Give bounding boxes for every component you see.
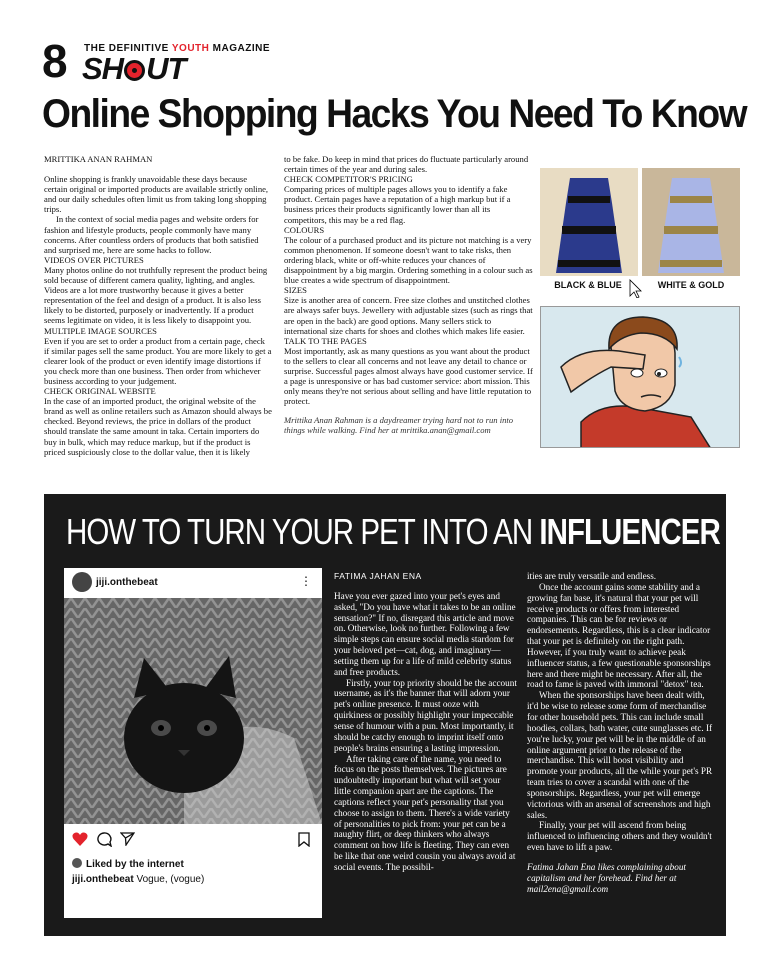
paragraph: When the sponsorships have been dealt with, it'd be wise to release some form of merchandise for other household pets. This can include small hoodies, collars, bath water, cute sunglasses etc. If you're lucky, your pet will be in the middle of an online argument prior to the release of the merchandise. This will boost visibility and promote your products, all the while your pet's PR team tries to cover a scandal with one of the sponsorships. Regardless, your pet will emerge victorious with an arsenal of screenshots and high sales. [527,690,713,820]
paragraph: Online shopping is frankly unavoidable these days because certain original or imported products are available strictly online, and our daily schedules often limit us from taking long shopping trips. [44,174,269,215]
article2-col2-body [527,571,713,894]
logo-text-start: SH [82,51,124,86]
insta-likes [72,858,184,870]
paragraph: ities are truly versatile and endless. [527,571,657,581]
article2-col1-body [334,591,517,873]
paragraph: Comparing prices of multiple pages allows you to identify a fake product. Certain pages have a reputation of a high markup but if a business prices their products significantly lower than all its competitors, this may be a red flag. [284,184,511,225]
paragraph: Most importantly, ask as many questions as you want about the product to the sellers to clear all concerns and not leave any detail to chance or surprise. Successful pages almost always have good customer service. If a page is unresponsive or has bad customer service: abort mission. This only means they're not serious about selling and have little reputation to protect. [284,345,533,407]
article1-column-2 [284,154,534,436]
feature-title [66,512,720,552]
section-subheading: MULTIPLE IMAGE SOURCES [44,325,157,336]
dress-label-right: WHITE & GOLD [657,280,725,290]
author-bio: Fatima Jahan Ena likes complaining about capitalism and her forehead. Find her at mail2ena@gmail.com [527,861,686,894]
avatar [72,572,92,592]
kitten-drawing [64,598,322,824]
dress-comparison-image [540,168,740,298]
article2-column-2 [527,571,713,894]
paragraph: In the case of an imported product, the original website of the brand as well as online retailers such as Amazon should always be checked. Beyond reviews, the price in dollars of the product should translate the same amount in taka. Certain importers do buy in bulk, which may reduce markup, but if the product is priced suspiciously close to the dollar value, then it is likely [44,396,272,457]
insta-caption [72,874,204,885]
paragraph: After taking care of the name, you need to focus on the posts themselves. The pictures are undoubtedly important but what will set your little companion apart are the captions. The captions reflect your pet's personality that you choose to assign to them. There's a wide variety of personalities to pick from: your pet can be a naughty flirt, or deep thinkers who always comment on how life is fleeting. They can even be like that one weird cousin you always avoid at social events. The possibil- [334,753,516,872]
meme-drawing [541,307,740,448]
more-options-icon[interactable]: ⋮ [300,574,312,588]
tagline-highlight: YOUTH [171,43,210,54]
paragraph: Have you ever gazed into your pet's eyes and asked, "Do you have what it takes to be an online sensation?" If no, disregard this article and move on. Otherwise, look no further. Following a few simple steps can ensure social media stardom for your beloved pet—cat, dog, and imaginary—setting them up for a life of mild celebrity status and free products. [334,590,516,677]
paragraph: Size is another area of concern. Free size clothes and unstitched clothes are always safer buys. Jewellery with adjustable sizes (such as rings that are open in the back) are good options. Many sellers stick to international size charts for shoes and clothes which makes life easier. [284,295,533,336]
heart-icon[interactable] [72,832,88,846]
paragraph: to be fake. Do keep in mind that prices do fluctuate particularly around certain times of the year and during sales. [284,154,529,175]
kitten-photo [64,598,322,824]
dress-label-left: BLACK & BLUE [554,280,622,290]
section-subheading: COLOURS [284,224,325,235]
page-number: 8 [42,35,67,87]
paragraph: The colour of a purchased product and its picture not matching is a very common phenomenon. If someone doesn't want to take risks, then ordering black, white or off-white reduces your chances of disappointment by a big margin. Ordering something in a colour such as blue creates a wide spectrum of disappointment. [284,234,533,286]
paragraph: Even if you are set to order a product from a certain page, check if similar pages sell the same product. You are more likely to get a clearer look of the product or even identify image distortions if you check more than one business. Then order from whichever business according to your judgement. [44,335,272,386]
article-headline: Online Shopping Hacks You Need To Know [42,92,747,136]
liker-avatar [72,858,82,868]
article1-column-1 [44,154,272,457]
insta-action-row [64,830,322,850]
logo-text-end: UT [146,51,186,86]
tagline-suffix: MAGAZINE [209,43,270,54]
article-byline: MRITTIKA ANAN RAHMAN [44,154,153,164]
dress-illustration [540,168,740,298]
confused-man-illustration [540,306,740,448]
section-subheading: CHECK COMPETITOR'S PRICING [284,174,413,185]
paragraph: In the context of social media pages and website orders for fashion and lifestyle products, people commonly have many concerns. After countless orders of products that both satisfied and surprised me, here are some hacks to follow. [44,214,259,255]
logo-eye-icon [124,60,145,81]
tagline-prefix: THE DEFINITIVE [84,43,172,54]
section-subheading: SIZES [284,285,307,296]
bookmark-icon[interactable] [298,832,310,847]
comment-icon[interactable] [96,832,112,847]
liked-by-text: Liked by the internet [86,859,184,870]
section-subheading: CHECK ORIGINAL WEBSITE [44,386,156,397]
paragraph: Many photos online do not truthfully represent the product being sold because of different camera quality, lighting, and angles. Videos are a lot more trustworthy because it gives a better representation of the feel and design of a product. It is also less likely to be distorted, purposely or inadvertently. If a product seems legitimate on video, it is less likely to disappoint you. [44,264,268,326]
caption-username: jiji.onthebeat [72,874,134,885]
article2-column-1 [334,571,517,873]
article1-col1-body [44,174,272,457]
article1-col2-body [284,154,534,436]
magazine-logo [82,51,186,86]
share-icon[interactable] [120,832,135,846]
section-subheading: TALK TO THE PAGES [284,335,367,346]
paragraph: Finally, your pet will ascend from being influenced to influencing others and they wouldn't even have to lift a paw. [527,820,712,853]
caption-text: Vogue, (vogue) [133,874,205,885]
feature-title-light: HOW TO TURN YOUR PET INTO AN [66,511,540,552]
instagram-post [64,568,322,918]
section-subheading: VIDEOS OVER PICTURES [44,254,144,265]
paragraph: Firstly, your top priority should be the account username, as it's the banner that will adorn your pet's online presence. It must ooze with quirkiness or possibly highlight your impeccable sense of humour with a pun. Most importantly, it should be catchy enough to imprint itself onto people's brains ensuring a lasting impression. [334,677,517,753]
insta-username: jiji.onthebeat [96,577,158,588]
author-bio: Mrittika Anan Rahman is a daydreamer trying hard not to run into things while walking. Find her at mrittika.anan@gmail.com [284,415,514,436]
feature-title-bold: INFLUENCER [539,511,720,552]
paragraph: Once the account gains some stability and a growing fan base, it's natural that your pet will receive products or offers from interested companies. This can be for reviews or endorsements. Regardless, this is a clear indicator that your pet is definitely on the right path. However, if you truly want to achieve peak influencer status, a few questionable sponsorships here and there might be necessary. After all, the road to fame is paved with immoral "detox" tea. [527,581,711,690]
feature-byline: FATIMA JAHAN ENA [334,571,422,581]
